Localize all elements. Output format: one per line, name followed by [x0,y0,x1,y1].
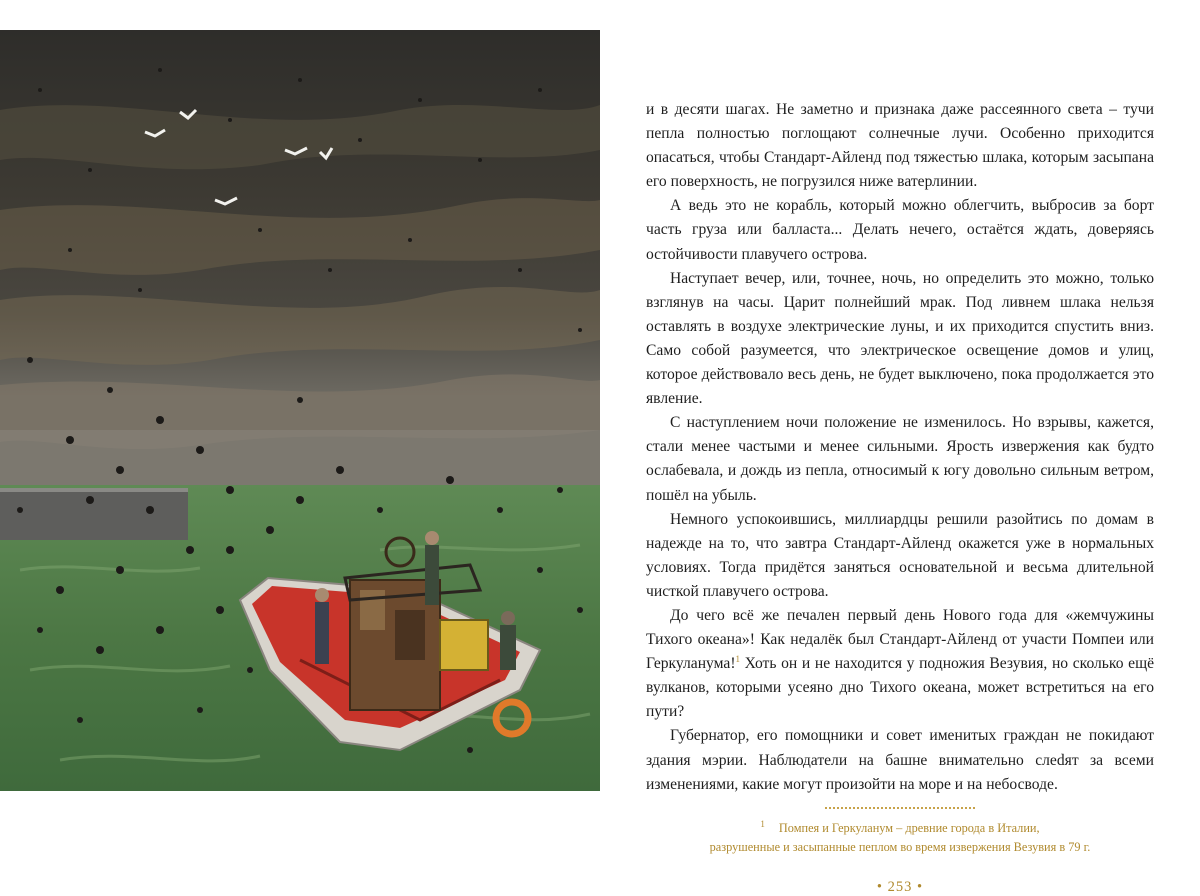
footnote-reference[interactable]: 1 [735,653,741,664]
footnote-mark: 1 [760,818,765,829]
paragraph-6-end: Хоть он и не находится у подножия Везувия, но сколько ещё вулканов, которыми усеяно дно Тихого океана, может встретиться на его пути? [646,655,1154,721]
footnote-text-1: Помпея и Геркуланум – древние города в Италии, [778,820,1040,835]
footnote-line-1 [646,815,1154,838]
text-page [646,98,1154,896]
footnote-divider [825,807,975,809]
page-number: • 253 • [876,878,924,895]
distant-island [0,488,188,540]
paragraph-6-start: До чего всё же печален первый день Нового года для «жемчужины Тихого океана»! Как недалёк был Стандарт-Айленд от участи Помпеи или Геркуланума! [646,606,1154,673]
paragraph-4: С наступлением ночи положение не изменилось. Но взрывы, кажется, стали менее частыми и менее сильными. Ярость извержения как будто ослабевала, и дождь из пепла, относимый к югу довольно сильным ветром, пошёл на убыль. [646,414,1154,504]
paragraph-1: и в десяти шагах. Не заметно и признака даже рассеянного света – тучи пепла полностью поглощают солнечные лучи. Особенно приходится опасаться, чтобы Стандарт-Айленд под тяжестью шлака, которым засыпана его поверхность, не погрузился ниже ватерлинии. [646,101,1154,191]
illustration-sea-storm-boat [0,30,600,791]
paragraph-3: Наступает вечер, или, точнее, ночь, но определить это можно, только взглянув на часы. Царит полнейший мрак. Под ливнем шлака нельзя оставлять в воздухе электрические луны, и их приходится спустить вниз. Само собой разумеется, что электрическое освещение домов и улиц, которое действовало весь день, не будет выключено, пока продолжается это явление. [646,269,1154,408]
paragraph-6 [646,604,1154,724]
paragraph-5: Немного успокоившись, миллиардцы решили разойтись по домам в надежде на то, что завтра Стандарт-Айленд окажется уже в нормальных условиях. Тогда придётся заняться основательной и весьма длительной чисткой плавучего острова. [646,510,1154,600]
paragraph-7: Губернатор, его помощники и совет именитых граждан не покидают здания мэрии. Наблюдатели на башне внимательно слеdят за всеми изменениями, какие могут произойти на море и на небосводе. [646,727,1154,793]
paragraph-2: А ведь это не корабль, который можно облегчить, выбросив за борт часть груза или балласта... Делать нечего, остаётся ждать, доверяясь остойчивости плавучего острова. [646,197,1154,263]
illustration-svg [0,30,600,791]
footnote-line-2: разрушенные и засыпанные пеплом во время извержения Везувия в 79 г. [709,839,1091,854]
footnote [646,815,1154,857]
distant-island-edge [0,488,188,492]
